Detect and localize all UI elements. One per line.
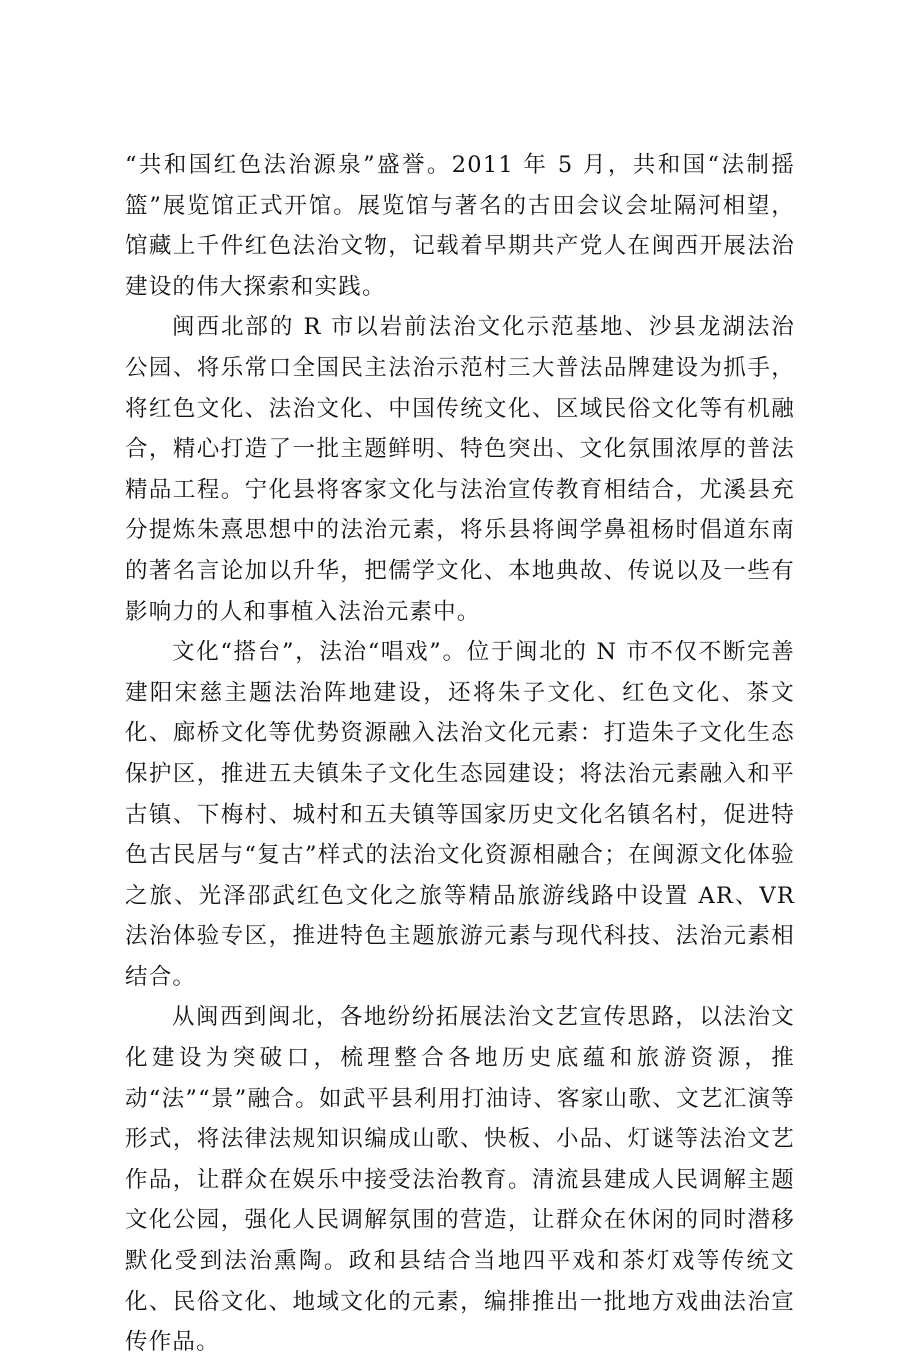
paragraph-minxi-north: 闽西北部的 R 市以岩前法治文化示范基地、沙县龙湖法治公园、将乐常口全国民主法治示范村三大普法品牌建设为抓手，将红色文化、法治文化、中国传统文化、区域民俗文化等有机融合，精心打造了一批主题鲜明、特色突出、文化氛围浓厚的普法精品工程。宁化县将客家文化与法治宣传教育相结合，尤溪县充分提炼朱熹思想中的法治元素，将乐县将闽学鼻祖杨时倡道东南的著名言论加以升华，把儒学文化、本地典故、传说以及一些有影响力的人和事植入法治元素中。 xyxy=(125,314,795,625)
paragraph-minbei: 文化“搭台”，法治“唱戏”。位于闽北的 N 市不仅不断完善建阳宋慈主题法治阵地建设，还将朱子文化、红色文化、茶文化、廊桥文化等优势资源融入法治文化元素：打造朱子文化生态保护区，推进五夫镇朱子文化生态园建设；将法治元素融入和平古镇、下梅村、城村和五夫镇等国家历史文化名镇名村，促进特色古民居与“复古”样式的法治文化资源相融合；在闽源文化体验之旅、光泽邵武红色文化之旅等精品旅游线路中设置 AR、VR 法治体验专区，推进特色主题旅游元素与现代科技、法治元素相结合。 xyxy=(125,639,795,990)
article-body xyxy=(125,145,795,1363)
paragraph-minxi-to-minbei: 从闽西到闽北，各地纷纷拓展法治文艺宣传思路，以法治文化建设为突破口，梳理整合各地历史底蕴和旅游资源，推动“法”“景”融合。如武平县利用打油诗、客家山歌、文艺汇演等形式，将法律法规知识编成山歌、快板、小品、灯谜等法治文艺作品，让群众在娱乐中接受法治教育。清流县建成人民调解主题文化公园，强化人民调解氛围的营造，让群众在休闲的同时潜移默化受到法治熏陶。政和县结合当地四平戏和茶灯戏等传统文化、民俗文化、地域文化的元素，编排推出一批地方戏曲法治宣传作品。 xyxy=(125,1004,795,1356)
paragraph-continued: “共和国红色法治源泉”盛誉。2011 年 5 月，共和国“法制摇篮”展览馆正式开馆。展览馆与著名的古田会议会址隔河相望，馆藏上千件红色法治文物，记载着早期共产党人在闽西开展法治建设的伟大探索和实践。 xyxy=(125,152,795,300)
